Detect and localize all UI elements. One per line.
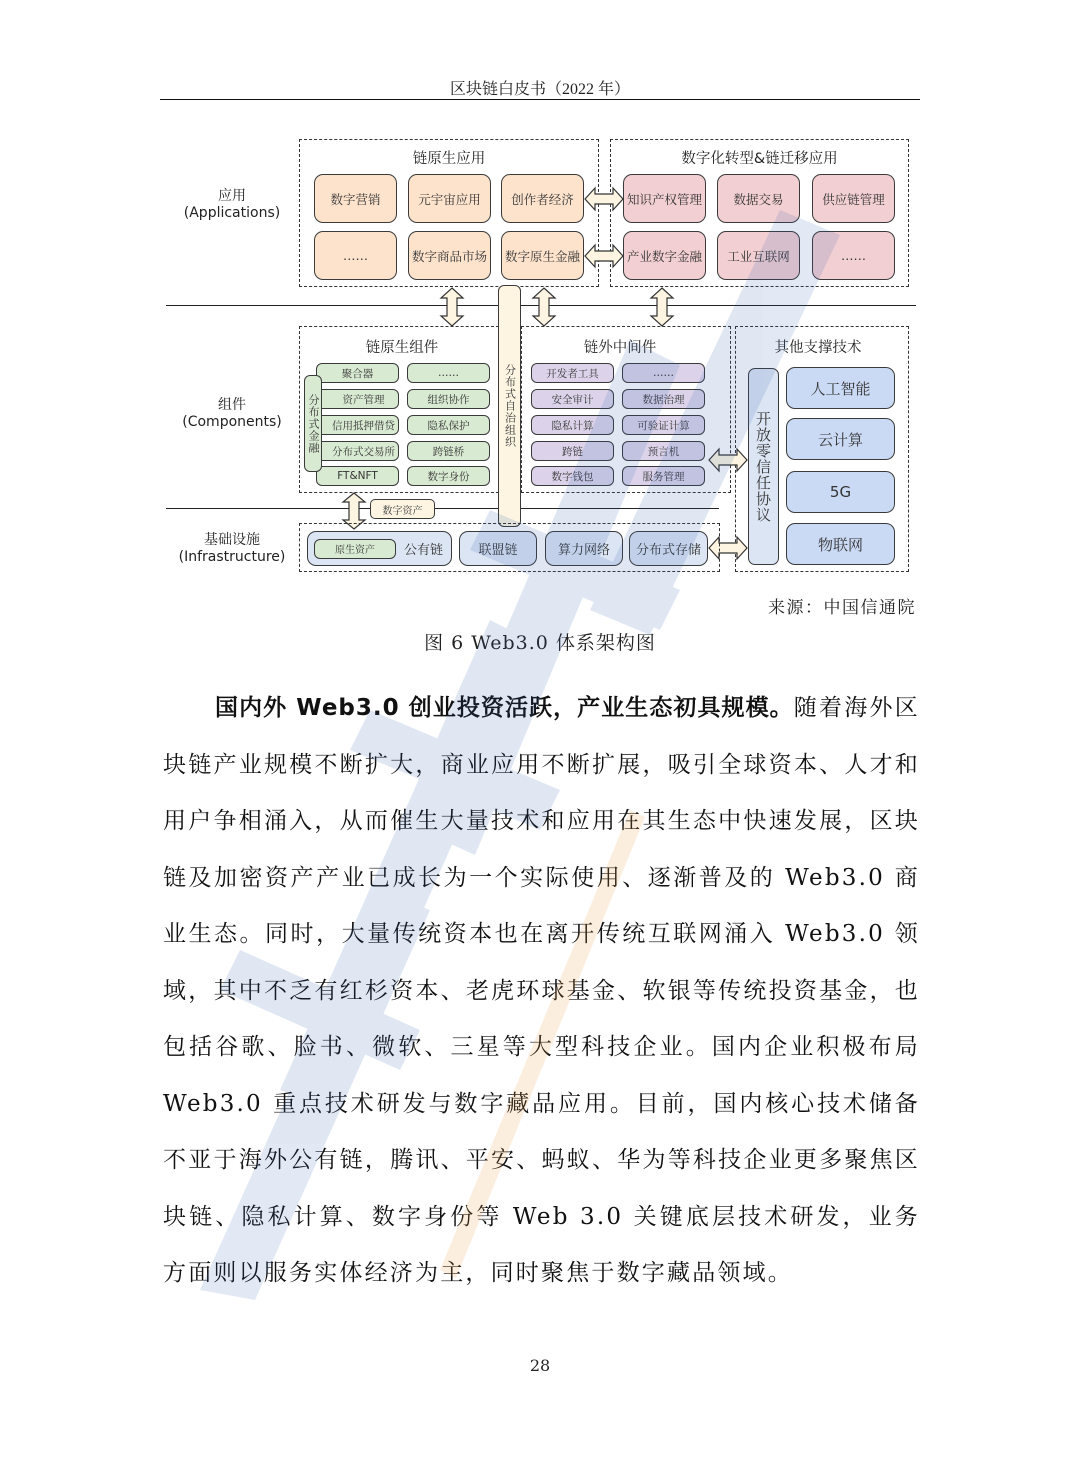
app-box: 数字营销 xyxy=(314,174,397,223)
layer-label-en: (Components) xyxy=(182,414,282,430)
middleware-box: 可验证计算 xyxy=(622,415,705,435)
paragraph-lead: 国内外 Web3.0 创业投资活跃，产业生态初具规模。 xyxy=(215,695,794,721)
double-arrow-horizontal-icon xyxy=(584,186,624,212)
component-box: 跨链桥 xyxy=(407,441,490,461)
app-box: 元宇宙应用 xyxy=(408,174,491,223)
group-title: 其他支撑技术 xyxy=(774,340,862,356)
double-arrow-horizontal-icon xyxy=(708,447,748,473)
layer-label-cn: 组件 xyxy=(218,397,246,413)
group-title: 链原生应用 xyxy=(412,151,486,167)
layer-label-infrastructure xyxy=(170,532,294,566)
zero-trust-bar: 开放零信任协议 xyxy=(748,368,779,565)
app-box: …… xyxy=(314,231,397,280)
middleware-box: 跨链 xyxy=(531,441,614,461)
layer-label-en: (Applications) xyxy=(183,205,281,221)
middleware-box: 预言机 xyxy=(622,441,705,461)
middleware-box: 数据治理 xyxy=(622,389,705,409)
running-header: 区块链白皮书（2022 年） xyxy=(449,81,630,98)
component-box: 资产管理 xyxy=(316,389,399,409)
component-box: 数字身份 xyxy=(407,466,490,486)
group-title: 链原生组件 xyxy=(365,340,439,356)
infra-box: 算力网络 xyxy=(545,531,623,566)
layer-label-en: (Infrastructure) xyxy=(178,549,286,565)
digital-asset-tag: 数字资产 xyxy=(370,499,435,519)
app-box: 创作者经济 xyxy=(501,174,584,223)
app-box: 数据交易 xyxy=(717,174,800,223)
middleware-box: 服务管理 xyxy=(622,466,705,486)
tech-box: 物联网 xyxy=(786,523,895,565)
figure-source: 来源：中国信通院 xyxy=(768,598,916,618)
app-box: 数字商品市场 xyxy=(408,231,491,280)
middleware-box: 安全审计 xyxy=(531,389,614,409)
infra-box: 分布式存储 xyxy=(629,531,708,566)
layer-label-cn: 基础设施 xyxy=(204,532,260,548)
app-box: 工业互联网 xyxy=(717,231,800,280)
component-box: 信用抵押借贷 xyxy=(316,415,399,435)
component-box: 聚合器 xyxy=(316,363,399,383)
dao-bar: 分布式自治组织 xyxy=(498,285,521,527)
paragraph-text: 随着海外区块链产业规模不断扩大，商业应用不断扩展，吸引全球资本、人才和用户争相涌入，从而催生大量技术和应用在其生态中快速发展，区块链及加密资产产业已成长为一个实际使用、逐渐普及的 Web3.0 商业生态。同时，大量传统资本也在离开传统互联网涌入 Web3.0 领域，其中不乏有红杉资本、老虎环球基金、软银等传统投资基金，也包括谷歌、脸书、微软、三星等大型科技企业。国内企业积极布局 Web3.0 重点技术研发与数字藏品应用。目前，国内核心技术储备不亚于海外公有链，腾讯、平安、蚂蚁、华为等科技企业更多聚焦区块链、隐私计算、数字身份等 Web 3.0 关键底层技术研发，业务方面则以服务实体经济为主，同时聚焦于数字藏品领域。 xyxy=(163,695,921,1286)
page-number: 28 xyxy=(529,1356,551,1375)
component-box: 组织协作 xyxy=(407,389,490,409)
middleware-box: 数字钱包 xyxy=(531,466,614,486)
defi-side-bar: 分布式金融 xyxy=(304,375,322,472)
double-arrow-horizontal-icon xyxy=(584,243,624,269)
tech-box: 5G xyxy=(786,471,895,513)
native-asset-box: 原生资产 xyxy=(314,539,396,559)
header-rule xyxy=(160,99,920,100)
layer-label-components xyxy=(170,397,294,431)
figure-caption: 图 6 Web3.0 体系架构图 xyxy=(424,632,656,654)
component-box: 分布式交易所 xyxy=(316,441,399,461)
body-paragraph xyxy=(163,680,920,1302)
middleware-box: 隐私计算 xyxy=(531,415,614,435)
double-arrow-vertical-icon xyxy=(649,287,675,327)
app-box: …… xyxy=(812,231,895,280)
double-arrow-vertical-icon xyxy=(531,287,557,327)
app-box: 知识产权管理 xyxy=(623,174,706,223)
middleware-box: 开发者工具 xyxy=(531,363,614,383)
layer-label-cn: 应用 xyxy=(218,188,246,204)
group-title: 数字化转型&链迁移应用 xyxy=(681,151,838,167)
infra-box: 联盟链 xyxy=(459,531,537,566)
component-box: FT&NFT xyxy=(316,466,399,486)
public-chain-label: 公有链 xyxy=(404,543,444,558)
public-chain-box xyxy=(307,531,452,566)
app-box: 产业数字金融 xyxy=(623,231,706,280)
double-arrow-vertical-icon xyxy=(439,287,465,327)
tech-box: 人工智能 xyxy=(786,367,895,409)
group-title: 链外中间件 xyxy=(583,340,657,356)
middleware-box: …… xyxy=(622,363,705,383)
app-box: 数字原生金融 xyxy=(501,231,584,280)
component-box: …… xyxy=(407,363,490,383)
tech-box: 云计算 xyxy=(786,418,895,460)
layer-label-applications xyxy=(170,188,294,222)
layer-separator xyxy=(166,508,719,509)
component-box: 隐私保护 xyxy=(407,415,490,435)
app-box: 供应链管理 xyxy=(812,174,895,223)
